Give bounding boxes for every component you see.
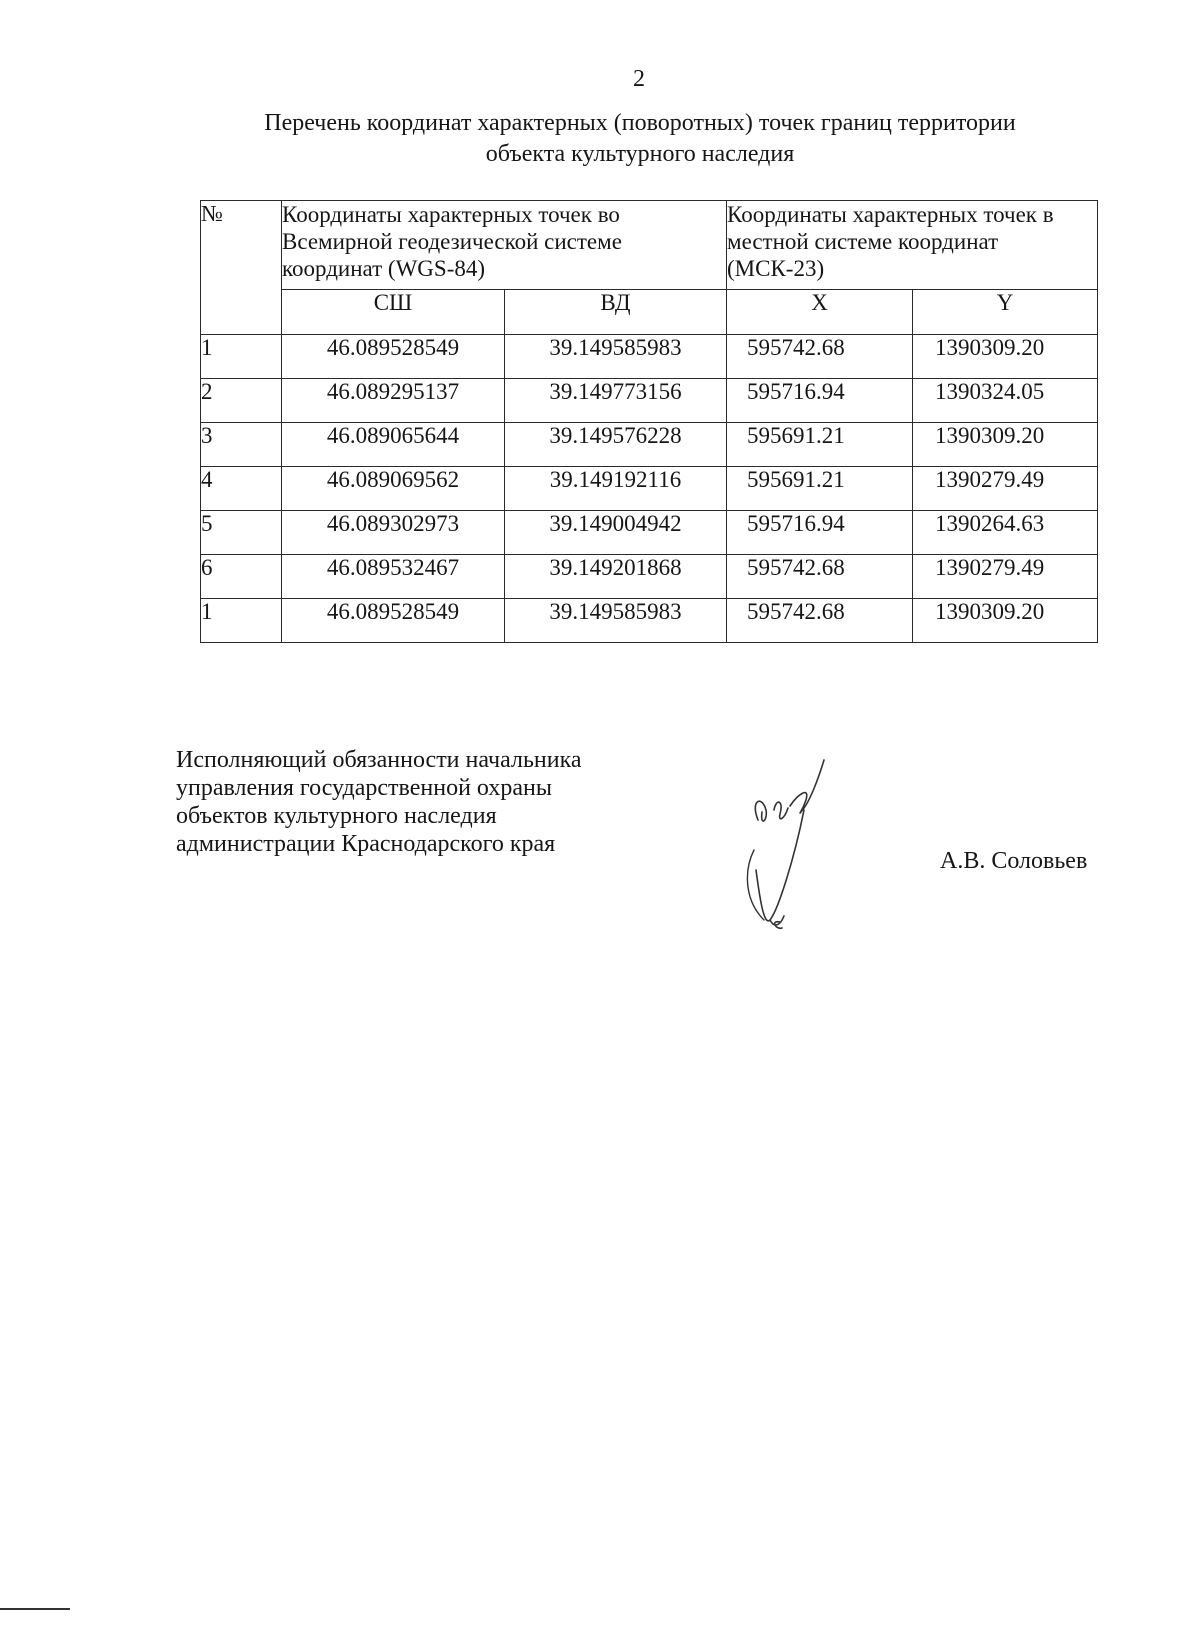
x-cell: 595716.94 <box>727 379 913 423</box>
signer-position <box>176 746 696 858</box>
signer-line-4: администрации Краснодарского края <box>176 831 556 857</box>
header-latitude: СШ <box>282 290 505 335</box>
row-number: 3 <box>201 423 282 467</box>
longitude-cell: 39.149576228 <box>505 423 727 467</box>
x-cell: 595691.21 <box>727 423 913 467</box>
header-x: X <box>727 290 913 335</box>
row-number: 2 <box>201 379 282 423</box>
row-number: 1 <box>201 335 282 379</box>
latitude-cell: 46.089295137 <box>282 379 505 423</box>
margin-mark <box>0 1608 70 1610</box>
row-number: 4 <box>201 467 282 511</box>
y-cell: 1390309.20 <box>913 599 1098 643</box>
longitude-cell: 39.149585983 <box>505 599 727 643</box>
title-line-1: Перечень координат характерных (поворотных) точек границ территории <box>264 110 1016 136</box>
y-cell: 1390324.05 <box>913 379 1098 423</box>
document-title <box>150 108 1130 170</box>
table-header-row <box>201 201 1098 290</box>
y-cell: 1390264.63 <box>913 511 1098 555</box>
signer-line-1: Исполняющий обязанности начальника <box>176 747 582 773</box>
table-row <box>201 335 1098 379</box>
header-longitude: ВД <box>505 290 727 335</box>
x-cell: 595691.21 <box>727 467 913 511</box>
x-cell: 595716.94 <box>727 511 913 555</box>
row-number: 1 <box>201 599 282 643</box>
latitude-cell: 46.089069562 <box>282 467 505 511</box>
table-row <box>201 555 1098 599</box>
signer-line-2: управления государственной охраны <box>176 775 552 801</box>
y-cell: 1390309.20 <box>913 423 1098 467</box>
latitude-cell: 46.089302973 <box>282 511 505 555</box>
latitude-cell: 46.089528549 <box>282 599 505 643</box>
latitude-cell: 46.089528549 <box>282 335 505 379</box>
longitude-cell: 39.149773156 <box>505 379 727 423</box>
latitude-cell: 46.089065644 <box>282 423 505 467</box>
table-row <box>201 599 1098 643</box>
header-wgs84: Координаты характерных точек во Всемирной геодезической системе координат (WGS-84) <box>282 201 727 290</box>
y-cell: 1390279.49 <box>913 467 1098 511</box>
y-cell: 1390309.20 <box>913 335 1098 379</box>
handwritten-signature <box>740 750 850 950</box>
signer-name: А.В. Соловьев <box>940 848 1088 874</box>
latitude-cell: 46.089532467 <box>282 555 505 599</box>
table-row <box>201 467 1098 511</box>
longitude-cell: 39.149004942 <box>505 511 727 555</box>
table-row <box>201 423 1098 467</box>
longitude-cell: 39.149192116 <box>505 467 727 511</box>
header-y: Y <box>913 290 1098 335</box>
table-row <box>201 379 1098 423</box>
coordinates-table <box>200 200 1098 643</box>
row-number: 5 <box>201 511 282 555</box>
x-cell: 595742.68 <box>727 555 913 599</box>
y-cell: 1390279.49 <box>913 555 1098 599</box>
table-subheader-row <box>201 290 1098 335</box>
page-number: 2 <box>633 66 645 92</box>
longitude-cell: 39.149201868 <box>505 555 727 599</box>
title-line-2: объекта культурного наследия <box>485 141 795 167</box>
header-msk23: Координаты характерных точек в местной системе координат (МСК-23) <box>727 201 1098 290</box>
row-number: 6 <box>201 555 282 599</box>
signer-line-3: объектов культурного наследия <box>176 803 497 829</box>
longitude-cell: 39.149585983 <box>505 335 727 379</box>
x-cell: 595742.68 <box>727 335 913 379</box>
x-cell: 595742.68 <box>727 599 913 643</box>
table-row <box>201 511 1098 555</box>
header-number: № <box>201 201 282 335</box>
